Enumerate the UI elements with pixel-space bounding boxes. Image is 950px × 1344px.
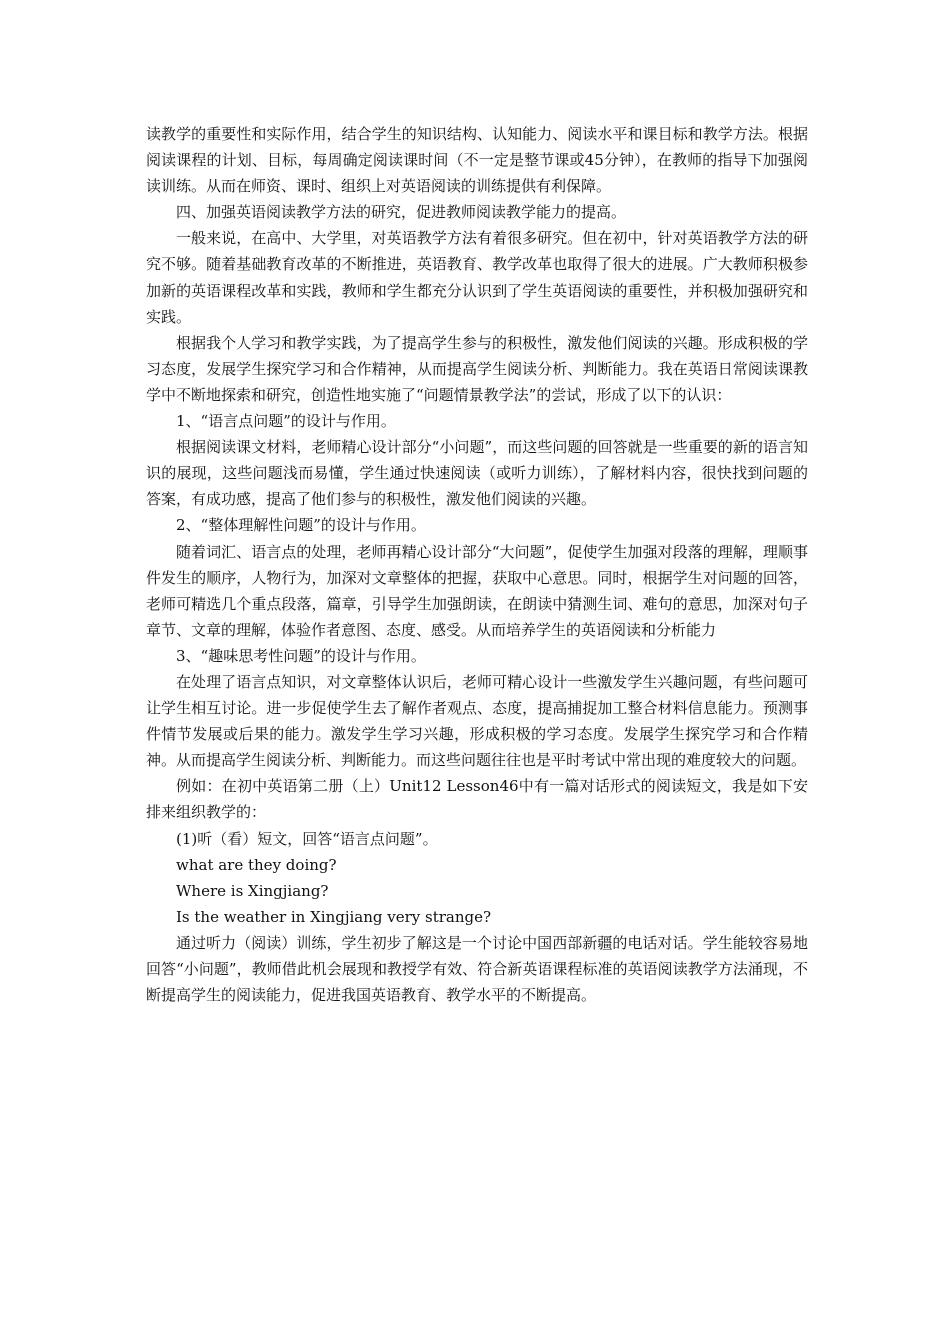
subheading-3: 3、“趣味思考性问题”的设计与作用。 xyxy=(176,646,426,665)
question-3: Is the weather in Xingjiang very strange? xyxy=(176,907,492,926)
subheading-1: 1、“语言点问题”的设计与作用。 xyxy=(176,412,396,431)
document-page xyxy=(146,121,808,1008)
paragraph-1: 读教学的重要性和实际作用，结合学生的知识结构、认知能力、阅读水平和课目标和教学方法。根据阅读课程的计划、目标，每周确定阅读课时间（不一定是整节课或45分钟），在教师的指导下加强阅读训练。从而在师资、课时、组织上对英语阅读的训练提供有利保障。 xyxy=(146,125,808,196)
paragraph-16: 通过听力（阅读）训练，学生初步了解这是一个讨论中国西部新疆的电话对话。学生能较容易地回答“小问题”，教师借此机会展现和教授学有效、符合新英语课程标准的英语阅读教学方法涌现，不断提高学生的阅读能力，促进我国英语教育、教学水平的不断提高。 xyxy=(146,933,808,1005)
subheading-2: 2、“整体理解性问题”的设计与作用。 xyxy=(176,516,426,535)
paragraph-8: 随着词汇、语言点的处理，老师再精心设计部分“大问题”，促使学生加强对段落的理解，理顺事件发生的顺序，人物行为，加深对文章整体的把握，获取中心意思。同时，根据学生对问题的回答，老师可精选几个重点段落，篇章，引导学生加强朗读，在朗读中猜测生词、难句的意思，加深对句子章节、文章的理解，体验作者意图、态度、感受。从而培养学生的英语阅读和分析能力 xyxy=(146,542,808,639)
question-1: what are they doing? xyxy=(176,855,337,874)
question-2: Where is Xingjiang? xyxy=(176,881,329,900)
paragraph-11: 例如：在初中英语第二册（上）Unit12 Lesson46中有一篇对话形式的阅读短文，我是如下安排来组织教学的： xyxy=(146,777,808,822)
paragraph-3: 一般来说，在高中、大学里，对英语教学方法有着很多研究。但在初中，针对英语教学方法的研究不够。随着基础教育改革的不断推进，英语教育、教学改革也取得了很大的进展。广大教师积极参加新的英语课程改革和实践，教师和学生都充分认识到了学生英语阅读的重要性，并积极加强研究和实践。 xyxy=(146,229,808,326)
paragraph-4: 根据我个人学习和教学实践，为了提高学生参与的积极性，激发他们阅读的兴趣。形成积极的学习态度，发展学生探究学习和合作精神，从而提高学生阅读分析、判断能力。我在英语日常阅读课教学中不断地探索和研究，创造性地实施了“问题情景教学法”的尝试，形成了以下的认识： xyxy=(146,333,808,404)
paragraph-6: 根据阅读课文材料，老师精心设计部分“小问题”，而这些问题的回答就是一些重要的新的语言知识的展现，这些问题浅而易懂，学生通过快速阅读（或听力训练），了解材料内容，很快找到问题的答案，有成功感，提高了他们参与的积极性，激发他们阅读的兴趣。 xyxy=(146,438,808,509)
section-heading-4: 四、加强英语阅读教学方法的研究，促进教师阅读教学能力的提高。 xyxy=(176,203,627,222)
list-item-1: (1)听（看）短文，回答“语言点问题”。 xyxy=(176,829,438,848)
paragraph-10: 在处理了语言点知识，对文章整体认识后，老师可精心设计一些激发学生兴趣问题，有些问题可让学生相互讨论。进一步促使学生去了解作者观点、态度，提高捕捉加工整合材料信息能力。预测事件情节发展或后果的能力。激发学生学习兴趣，形成积极的学习态度。发展学生探究学习和合作精神。从而提高学生阅读分析、判断能力。而这些问题往往也是平时考试中常出现的难度较大的问题。 xyxy=(146,672,808,770)
